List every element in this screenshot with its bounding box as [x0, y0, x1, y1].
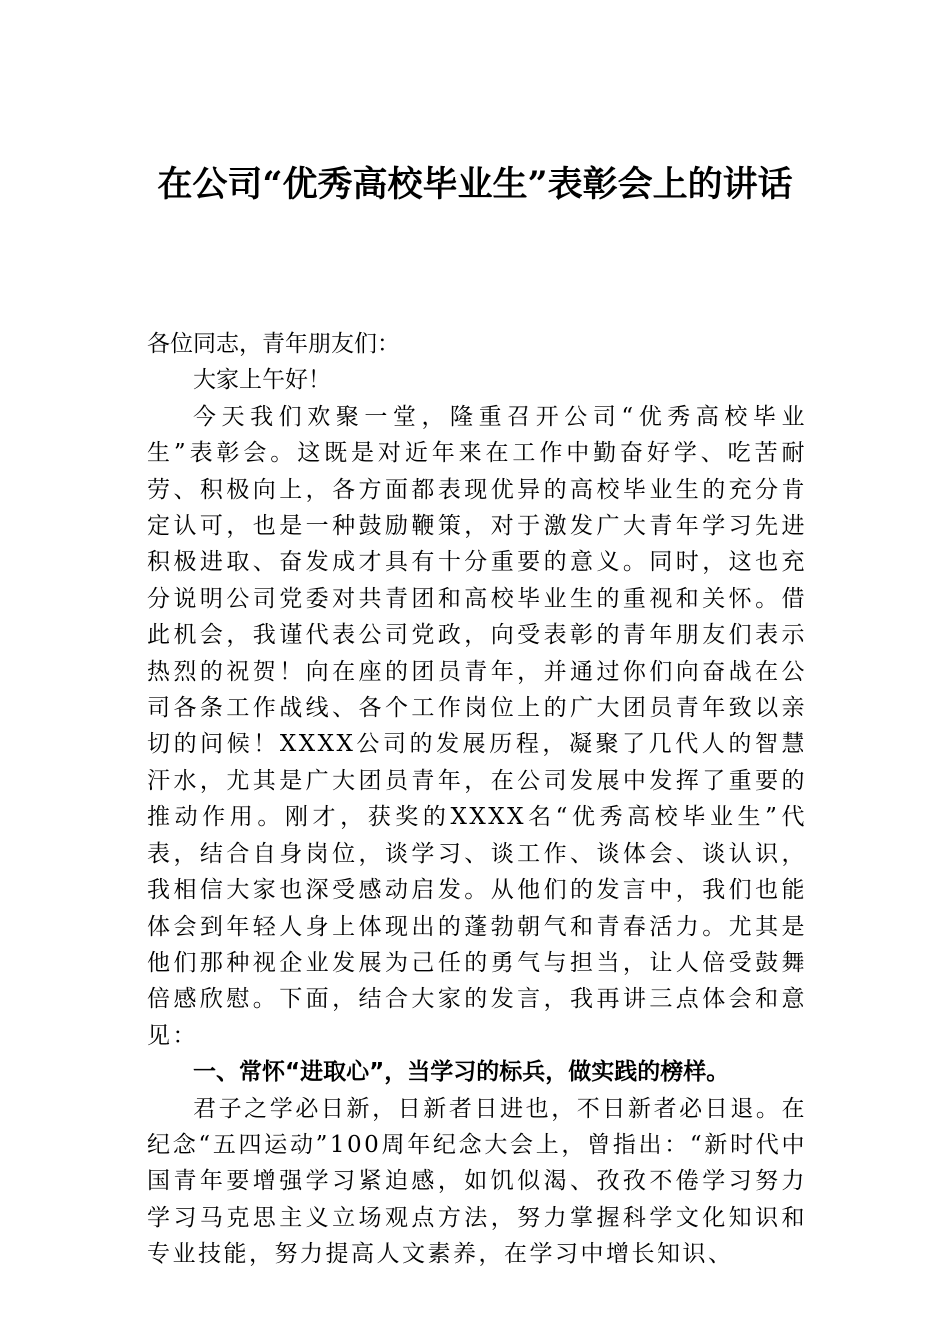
document-body: [147, 326, 807, 1273]
paragraph: 今天我们欢聚一堂，隆重召开公司“优秀高校毕业生”表彰会。这既是对近年来在工作中勤奋好学、吃苦耐劳、积极向上，各方面都表现优异的高校毕业生的充分肯定认可，也是一种鼓励鞭策，对于激发广大青年学习先进积极进取、奋发成才具有十分重要的意义。同时，这也充分说明公司党委对共青团和高校毕业生的重视和关怀。借此机会，我谨代表公司党政，向受表彰的青年朋友们表示热烈的祝贺！向在座的团员青年，并通过你们向奋战在公司各条工作战线、各个工作岗位上的广大团员青年致以亲切的问候！XXXX公司的发展历程，凝聚了几代人的智慧汗水，尤其是广大团员青年，在公司发展中发挥了重要的推动作用。刚才，获奖的XXXX名“优秀高校毕业生”代表，结合自身岗位，谈学习、谈工作、谈体会、谈认识，我相信大家也深受感动启发。从他们的发言中，我们也能体会到年轻人身上体现出的蓬勃朝气和青春活力。尤其是他们那种视企业发展为己任的勇气与担当，让人倍受鼓舞倍感欣慰。下面，结合大家的发言，我再讲三点体会和意见：: [147, 403, 807, 1049]
salutation: 各位同志，青年朋友们：: [147, 331, 400, 357]
section-heading: 一、常怀“进取心”，当学习的标兵，做实践的榜样。: [193, 1059, 730, 1086]
greeting: 大家上午好！: [193, 367, 331, 394]
document-title: 在公司“优秀高校毕业生”表彰会上的讲话: [157, 164, 793, 205]
paragraph: 君子之学必日新，日新者日进也，不日新者必日退。在纪念“五四运动”100周年纪念大会上，曾指出：“新时代中国青年要增强学习紧迫感，如饥似渴、孜孜不倦学习努力学习马克思主义立场观点方法，努力掌握科学文化知识和专业技能，努力提高人文素养，在学习中增长知识、: [147, 1095, 807, 1268]
